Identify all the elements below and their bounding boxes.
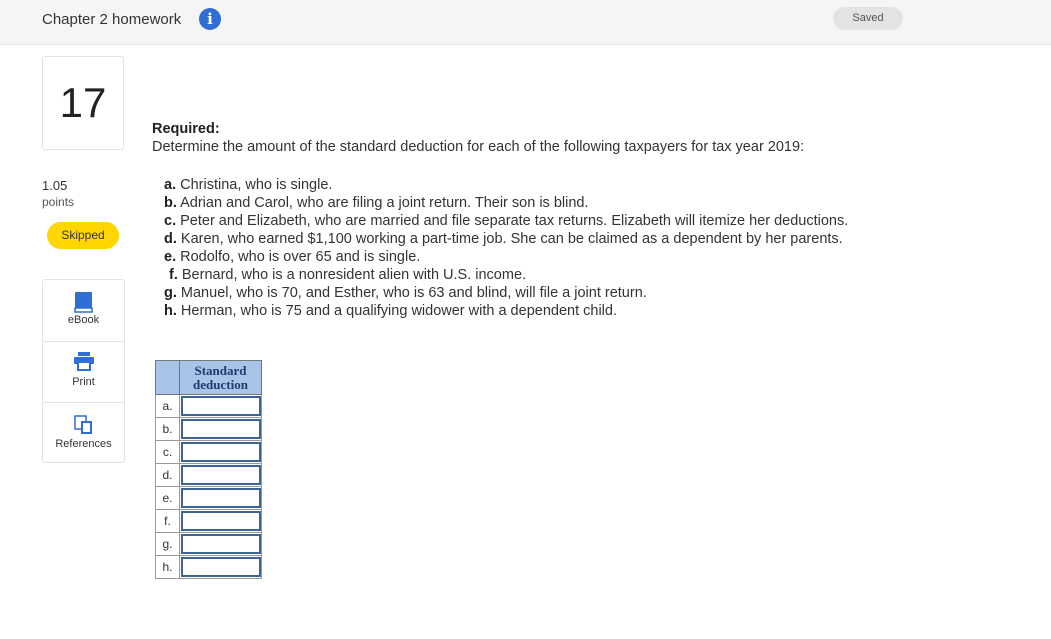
deduction-input-e[interactable] [181, 488, 261, 508]
list-item [164, 194, 848, 212]
list-item [164, 284, 848, 302]
row-label: c. [156, 441, 180, 464]
deduction-input-c[interactable] [181, 442, 261, 462]
item-text: Adrian and Carol, who are filing a joint return. Their son is blind. [176, 195, 589, 211]
info-icon[interactable]: i [199, 8, 221, 30]
list-item [164, 302, 848, 320]
item-text: Christina, who is single. [176, 177, 333, 193]
deduction-input-a[interactable] [181, 396, 261, 416]
print-label: Print [72, 376, 95, 388]
table-row [156, 395, 262, 418]
table-row [156, 464, 262, 487]
table-row [156, 533, 262, 556]
table-row [156, 556, 262, 579]
table-header-row [156, 361, 262, 395]
book-icon [74, 291, 94, 313]
item-letter: h. [164, 303, 177, 319]
printer-icon [73, 351, 95, 371]
copy-pages-icon [73, 414, 95, 436]
assignment-title: Chapter 2 homework [42, 11, 182, 28]
item-letter: f. [169, 267, 178, 283]
header-line-2: deduction [193, 376, 248, 392]
instruction-text: Determine the amount of the standard deduction for each of the following taxpayers for tax year 2019: [152, 139, 805, 155]
item-text: Manuel, who is 70, and Esther, who is 63 and blind, will file a joint return. [176, 285, 647, 301]
header-line-1: Standard [194, 362, 247, 378]
skipped-status-badge: Skipped [47, 222, 119, 249]
list-item [164, 248, 848, 266]
row-label: e. [156, 487, 180, 510]
row-label: f. [156, 510, 180, 533]
tools-panel [42, 279, 125, 463]
item-letter: b. [164, 195, 177, 211]
row-label: h. [156, 556, 180, 579]
ebook-button[interactable] [43, 280, 124, 340]
question-number: 17 [42, 56, 124, 150]
item-letter: a. [164, 177, 177, 193]
points-label: points [42, 195, 75, 209]
list-item [164, 176, 848, 194]
row-label: a. [156, 395, 180, 418]
item-letter: c. [164, 213, 177, 229]
top-bar [0, 0, 1051, 45]
table-row [156, 441, 262, 464]
print-button[interactable] [43, 341, 124, 402]
points-value: 1.05 [42, 178, 68, 193]
saved-status-badge: Saved [833, 7, 903, 30]
standard-deduction-header [180, 361, 262, 395]
row-label: g. [156, 533, 180, 556]
item-text: Herman, who is 75 and a qualifying widower with a dependent child. [176, 303, 617, 319]
deduction-input-b[interactable] [181, 419, 261, 439]
item-letter: d. [164, 231, 177, 247]
references-button[interactable] [43, 402, 124, 463]
item-text: Rodolfo, who is over 65 and is single. [176, 249, 421, 265]
item-text: Karen, who earned $1,100 working a part-time job. She can be claimed as a dependent by her parents. [176, 231, 843, 247]
deduction-input-d[interactable] [181, 465, 261, 485]
table-row [156, 487, 262, 510]
required-heading: Required: [152, 121, 220, 137]
ebook-label: eBook [67, 314, 100, 326]
blank-header-cell [156, 361, 180, 395]
answer-table [155, 360, 262, 579]
item-letter: e. [164, 249, 177, 265]
item-text: Bernard, who is a nonresident alien with U.S. income. [177, 267, 527, 283]
table-row [156, 510, 262, 533]
list-item [164, 266, 848, 284]
table-row [156, 418, 262, 441]
deduction-input-g[interactable] [181, 534, 261, 554]
row-label: b. [156, 418, 180, 441]
deduction-input-f[interactable] [181, 511, 261, 531]
deduction-input-h[interactable] [181, 557, 261, 577]
taxpayer-list [164, 176, 848, 320]
references-label: References [55, 438, 112, 450]
item-text: Peter and Elizabeth, who are married and file separate tax returns. Elizabeth will itemize her deductions. [176, 213, 849, 229]
list-item [164, 230, 848, 248]
list-item [164, 212, 848, 230]
row-label: d. [156, 464, 180, 487]
item-letter: g. [164, 285, 177, 301]
